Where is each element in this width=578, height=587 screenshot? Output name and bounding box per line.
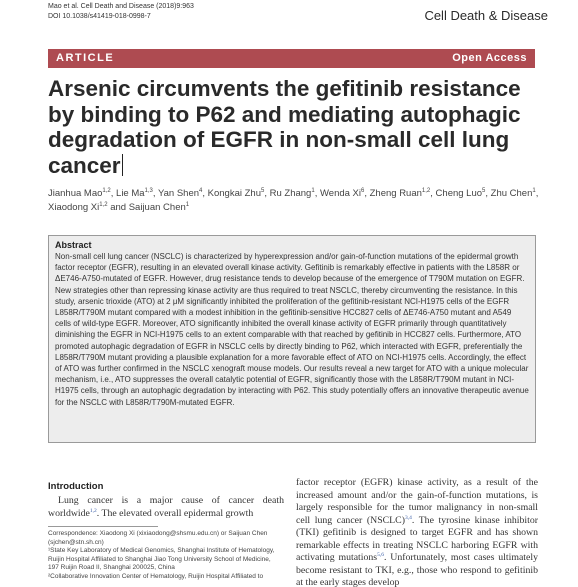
author-name[interactable]: Cheng Luo — [435, 188, 483, 199]
author-name[interactable]: Wenda Xi — [319, 188, 361, 199]
author-affiliation: 1 — [185, 202, 190, 208]
article-meta — [48, 2, 194, 21]
body-text: . The tyrosine kinase inhibitor (TKI) gefitinib is designed to target EGFR and has shown remarkable effects in treating NSCLC harboring EGFR with activating mutations — [296, 514, 539, 563]
footnote-line: ¹State Key Laboratory of Medical Genomics, Shanghai Institute of Hematology, — [48, 547, 275, 554]
footnote-divider — [48, 526, 158, 527]
author-affiliation: 1,2 — [99, 202, 108, 208]
author-name[interactable]: Ru Zhang — [269, 188, 312, 199]
author-affiliation: 1 — [311, 188, 315, 194]
body-text: . Unfortunately, most cases ultimately become resistant to TKI, e.g., those who respond to gefitinib at the early stages develop — [296, 552, 538, 587]
body-text: factor receptor (EGFR) kinase activity, as a result of the increased amount and/or the gain-of-function mutations, is largely responsible for the tumor malignancy in non-small cell lung cancer (NSCLC) — [296, 477, 538, 526]
author-list: Jianhua Mao$^{1,2}$, Lie Ma$^{1,3}$, Yan Shen$^4$, Kongkai Zhu$^5$, Ru Zhang$^1$, Wenda Xi$^6$, Zheng Ruan$^{1,2}$, Cheng Luo$^5$, Zhu Chen$^1$, Xiaodong Xi$^{1,2}$ and Saijuan Chen$^1$ — [48, 188, 539, 213]
author-name[interactable]: Kongkai Zhu — [207, 188, 261, 199]
citation-line: Mao et al. Cell Death and Disease (2018)9:963 — [48, 3, 194, 10]
intro-text-b: . The elevated overall epidermal growth — [96, 507, 254, 519]
introduction-heading: Introduction — [48, 481, 104, 492]
article-banner — [48, 49, 535, 68]
footnote-line: 197 Ruijin Road II, Shanghai 200025, China — [48, 564, 175, 571]
author-affiliation: 1 — [532, 188, 536, 194]
footnote-line: (sjchen@stn.sh.cn) — [48, 538, 104, 546]
citation-link[interactable]: 1,2 — [89, 507, 97, 514]
author-name[interactable]: Xiaodong Xi — [48, 202, 100, 213]
author-affiliation: 5 — [261, 188, 265, 194]
footnote-line: Correspondence: Xiaodong Xi (xixiaodong@shsmu.edu.cn) or Saijuan Chen — [48, 530, 268, 537]
author-affiliation: 1,2 — [421, 188, 431, 194]
author-affiliation: 6 — [361, 188, 365, 194]
text-cursor — [122, 154, 123, 176]
abstract-box — [48, 235, 536, 443]
citation-link[interactable]: 5,6 — [377, 552, 384, 558]
introduction-text — [48, 495, 284, 520]
citation-link[interactable]: 3,4 — [404, 514, 412, 521]
author-name[interactable]: Jianhua Mao — [48, 188, 103, 199]
author-affiliation: 5 — [482, 188, 486, 194]
article-title-text: Arsenic circumvents the gefitinib resistance by binding to P62 and mediating autophagic degradation of EGFR in non-small cell lung cancer — [48, 76, 521, 178]
abstract-heading: Abstract — [55, 240, 92, 250]
author-name[interactable]: Zheng Ruan — [369, 188, 422, 199]
footnote-line: Ruijin Hospital Affiliated to Shanghai Jiao Tong University School of Medicine, — [48, 555, 271, 563]
author-affiliation: 4 — [199, 188, 203, 194]
journal-name: Cell Death & Disease — [424, 8, 548, 23]
doi-line: DOI 10.1038/s41419-018-0998-7 — [48, 12, 151, 20]
author-name[interactable]: Lie Ma — [116, 188, 145, 199]
left-column — [48, 481, 284, 520]
intro-text-a: Lung cancer is a major cause of cancer death worldwide — [48, 495, 284, 519]
author-name[interactable]: Zhu Chen — [490, 188, 533, 199]
abstract-text: Non-small cell lung cancer (NSCLC) is characterized by hyperexpression and/or gain-of-function mutations of the epidermal growth factor receptor (EGFR), resulting in an elevated overall kinase activity. Gefitinib is remarkably effective in patients with the L858R or ΔE746-A750-mutated of EGFR. However, drug resistance tends to develop because of the emergence of T790M mutation on EGFR. New strategies other than repressing kinase activity are thus required to treat NSCLC, thereby circumventing the resistance. In this study, arsenic trioxide (ATO) at 2 μM significantly inhibited the proliferation of the gefitinib-resistant NCI-H1975 cells of the EGFR L858R/T790M mutant compared with a modest inhibition in the gefitinib-sensitive HCC827 cells of ΔE746-A750 mutant and A549 cells of wild-type EGFR. Moreover, ATO significantly inhibited the overall kinase activity of EGFR primarily through quantitatively diminishing the EGFR in NCI-H1975 cells to an extent comparable with that reached by gefitinib in HCC827 cells. Furthermore, ATO promoted autophagic degradation of EGFR in NSCLC cells by directly binding to P62, which interacted with EGFR, preferentially the L858R/T790M mutant providing a plausible explanation for a more favorable effect of ATO on NCI-H1975 cells. Accordingly, the effect of ATO was further confirmed in the NSCLC xenograft mouse models. Our results reveal a new target for ATO with a unique molecular mechanism, i.e., ATO suppresses the overall catalytic potential of EGFR, significantly those with the L858R/T790M mutant in NCI-H1975 cells, through an autophagic degradation by interacting with P62. This study potentially offers an innovative therapeutic avenue for the NSCLC with L858R/T790M-mutated EGFR. — [55, 252, 529, 407]
author-name[interactable]: Yan Shen — [158, 188, 200, 199]
author-affiliation: 1,3 — [144, 188, 153, 194]
footnote-line: ²Collaborative Innovation Center of Hematology, Ruijin Hospital Affiliated to — [48, 572, 264, 580]
footnotes — [48, 530, 288, 581]
article-title — [48, 76, 548, 178]
article-label: ARTICLE — [56, 52, 115, 64]
author-affiliation: 1,2 — [102, 188, 111, 194]
open-access-label[interactable]: Open Access — [452, 52, 527, 64]
right-column — [296, 477, 538, 587]
author-name[interactable]: Saijuan Chen — [128, 202, 186, 213]
